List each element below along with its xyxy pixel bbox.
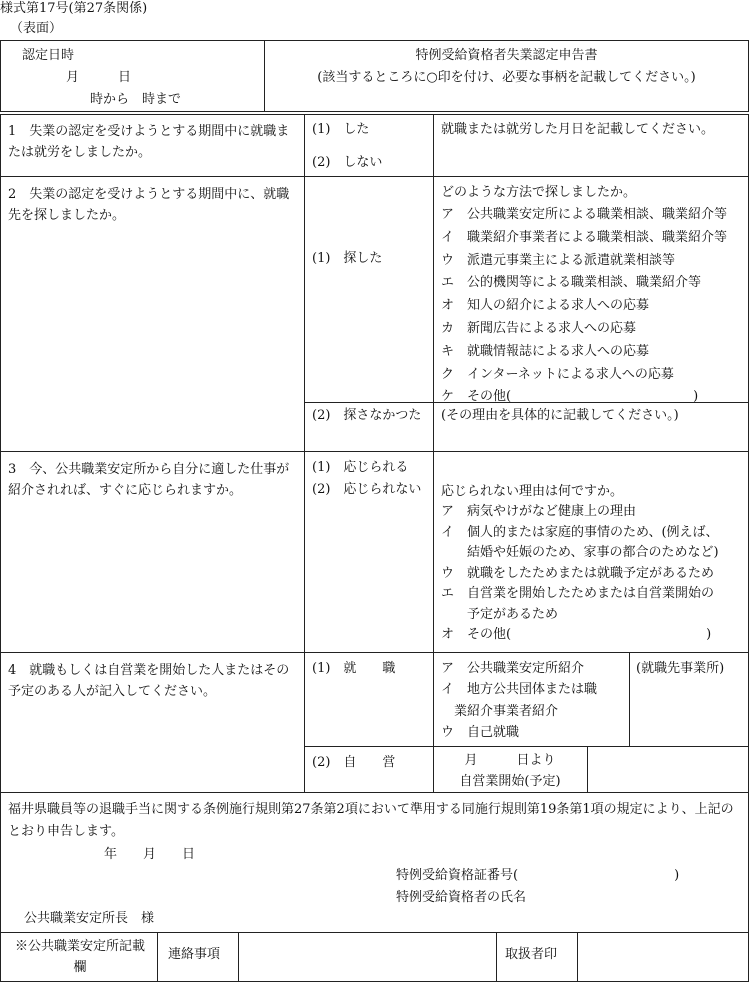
contact-label: 連絡事項 xyxy=(168,947,221,962)
office-section-label: ※公共職業安定所記載欄 xyxy=(14,939,145,975)
list-item[interactable]: オ 知人の紹介による求人への応募 xyxy=(441,298,650,314)
handler-label: 取扱者印 xyxy=(505,947,558,962)
month-day-field[interactable]: 月 日 xyxy=(66,70,132,85)
row-divider xyxy=(0,932,749,933)
column-divider xyxy=(157,932,158,982)
q4-option-employed[interactable]: (1) 就 職 xyxy=(312,661,396,676)
row-divider xyxy=(0,451,749,452)
list-item[interactable]: ウ 派遣元事業主による派遣就業相談等 xyxy=(441,252,676,268)
form-number: 様式第17号(第27条関係) xyxy=(0,1,148,16)
q4-option-self-employed[interactable]: (2) 自 営 xyxy=(312,755,396,770)
q3-option-yes[interactable]: (1) 応じられる xyxy=(312,460,409,475)
row-divider xyxy=(0,176,749,177)
name-field[interactable]: 特例受給資格者の氏名 xyxy=(396,890,527,905)
cert-number-field[interactable]: 特例受給資格証番号( ) xyxy=(396,868,680,883)
row-divider xyxy=(304,746,749,747)
column-divider xyxy=(587,746,588,792)
column-divider xyxy=(433,114,434,792)
list-item[interactable]: イ 地方公共団体または職 xyxy=(441,682,598,698)
q1-option-no[interactable]: (2) しない xyxy=(312,155,383,170)
list-item[interactable]: ウ 自己就職 xyxy=(441,724,520,740)
list-item[interactable]: イ 職業紹介事業者による職業相談、職業紹介等 xyxy=(441,229,728,245)
list-item[interactable]: ア 公共職業安定所による職業相談、職業紹介等 xyxy=(441,207,728,222)
list-item: 業紹介事業者紹介 xyxy=(441,703,559,719)
declaration-date[interactable]: 年 月 日 xyxy=(104,847,196,862)
column-divider xyxy=(304,114,305,792)
q2-methods-prompt: どのような方法で探しましたか。 xyxy=(441,185,637,200)
list-item[interactable]: キ 就職情報誌による求人への応募 xyxy=(441,343,650,359)
q3-question: 3 今、公共職業安定所から自分に適した仕事が紹介されれば、すぐに応じられますか。 xyxy=(8,462,290,498)
row-divider xyxy=(0,652,749,653)
q3-reasons-list xyxy=(441,503,719,647)
time-range-field[interactable]: 時から 時まで xyxy=(90,92,182,107)
addressee: 公共職業安定所長 様 xyxy=(24,911,155,926)
column-divider xyxy=(238,932,239,982)
list-item[interactable]: オ その他( ) xyxy=(441,627,712,642)
list-item[interactable]: エ 自営業を開始したためまたは自営業開始の xyxy=(441,586,715,601)
list-item[interactable]: ク インターネットによる求人への応募 xyxy=(441,366,674,382)
list-item: 予定があるため xyxy=(441,606,559,622)
q1-option-yes[interactable]: (1) した xyxy=(312,122,370,137)
q1-question: 1 失業の認定を受けようとする期間中に就職または就労をしましたか。 xyxy=(8,124,290,160)
q2-reason-note: (その理由を具体的に記載してください。) xyxy=(441,408,679,423)
q4-self-start: 自営業開始(予定) xyxy=(459,774,561,789)
q2-option-not-searched[interactable]: (2) 探さなかつた xyxy=(312,408,422,423)
date-title: 認定日時 xyxy=(22,48,75,63)
column-divider xyxy=(496,932,497,982)
column-divider xyxy=(629,652,630,746)
list-item[interactable]: ア 病気やけがなど健康上の理由 xyxy=(441,504,637,519)
q2-option-searched[interactable]: (1) 探した xyxy=(312,251,383,266)
list-item[interactable]: カ 新聞広告による求人への応募 xyxy=(441,320,637,336)
list-item[interactable]: イ 個人的または家庭的事情のため、(例えば、 xyxy=(441,524,719,540)
q4-self-date[interactable]: 月 日より xyxy=(464,753,556,768)
q4-placement-list xyxy=(441,660,597,745)
list-item[interactable]: ケ その他( ) xyxy=(441,389,699,405)
row-divider xyxy=(0,792,749,793)
q4-question: 4 就職もしくは自営業を開始した人またはその予定のある人が記入してください。 xyxy=(8,663,290,699)
column-divider xyxy=(577,932,578,982)
q1-note: 就職または就労した月日を記載してください。 xyxy=(441,122,715,137)
q3-reasons-prompt: 応じられない理由は何ですか。 xyxy=(441,484,624,499)
q2-question: 2 失業の認定を受けようとする期間中に、就職先を探しましたか。 xyxy=(8,187,290,223)
list-item[interactable]: ウ 就職をしたためまたは就職予定があるため xyxy=(441,565,715,581)
q2-methods-list xyxy=(441,206,727,411)
doc-note: (該当するところに○印を付け、必要な事柄を記載してください。) xyxy=(317,70,696,85)
list-item[interactable]: エ 公的機関等による職業相談、職業紹介等 xyxy=(441,275,702,291)
q3-option-no[interactable]: (2) 応じられない xyxy=(312,482,422,497)
list-item: 結婚や妊娠のため、家事の都合のためなど) xyxy=(441,545,719,560)
doc-title: 特例受給資格者失業認定申告書 xyxy=(415,48,598,63)
side-label: （表面） xyxy=(10,21,63,36)
list-item[interactable]: ア 公共職業安定所紹介 xyxy=(441,661,585,676)
declaration-text: 福井県職員等の退職手当に関する条例施行規則第27条第2項において準用する同施行規則第19条第1項の規定により、上記のとおり申告します。 xyxy=(8,802,734,839)
q4-employer-label: (就職先事業所) xyxy=(636,661,725,676)
